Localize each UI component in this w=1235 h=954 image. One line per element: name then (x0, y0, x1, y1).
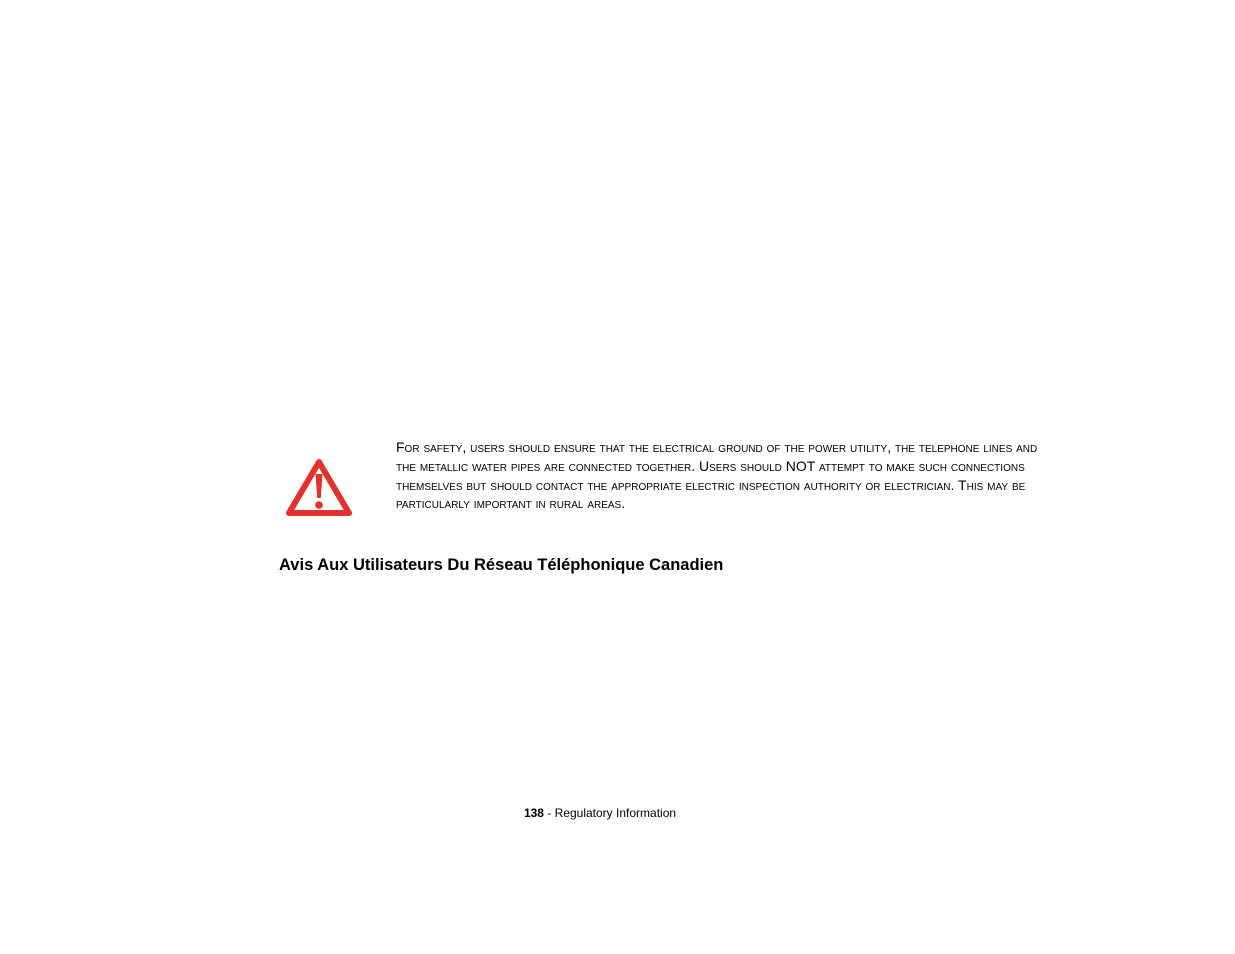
warning-text: For safety, users should ensure that the electrical ground of the power utility, the telephone lines and the metallic water pipes are connected together. Users should NOT attempt to make such connections themselves but should contact the appropriate electric inspection authority or electrician. This may be particularly important in rural areas. (396, 439, 1038, 512)
page-number: 138 (523, 806, 544, 820)
footer-section-label: Regulatory Information (554, 806, 677, 820)
section-heading: Avis Aux Utilisateurs Du Réseau Téléphonique Canadien (279, 556, 724, 574)
warning-triangle-icon (285, 457, 353, 519)
page-footer (0, 806, 1200, 820)
footer-separator: - (543, 806, 555, 820)
safety-warning (278, 436, 1058, 536)
